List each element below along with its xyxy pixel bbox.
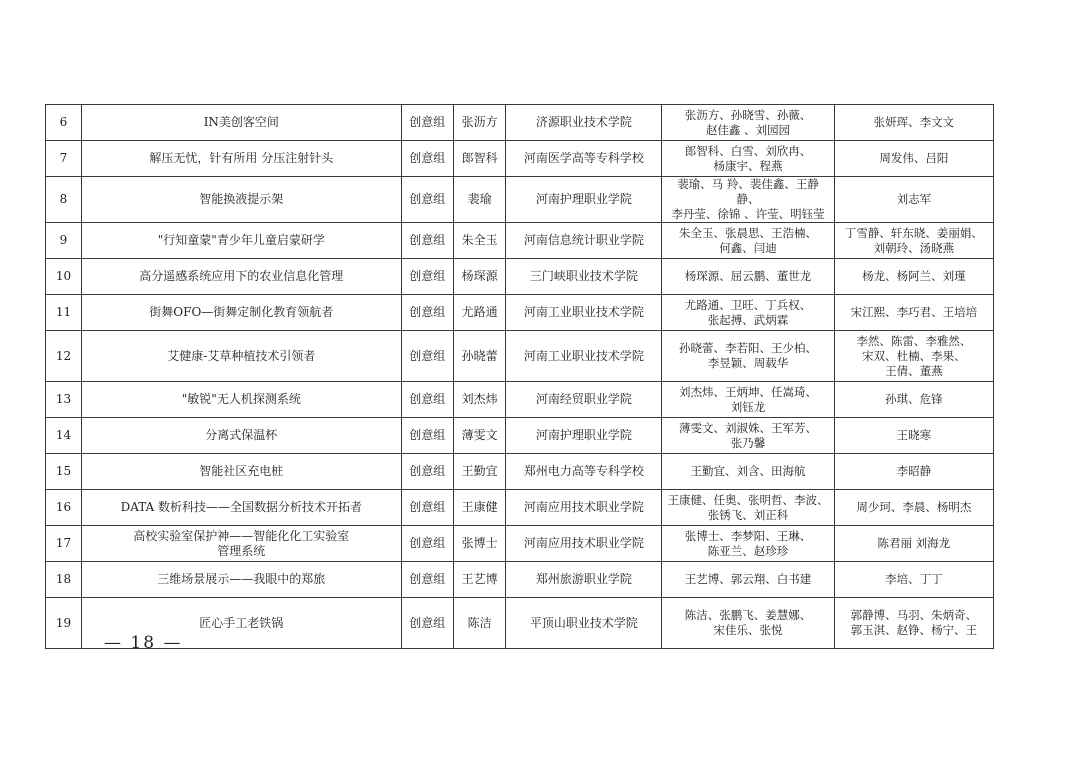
advisors-cell: 李昭静 bbox=[834, 454, 993, 490]
table-row bbox=[46, 295, 994, 331]
row-number-cell: 15 bbox=[46, 454, 82, 490]
row-number-cell: 17 bbox=[46, 526, 82, 562]
team-members-cell: 杨琛源、屈云鹏、董世龙 bbox=[662, 259, 834, 295]
team-members-cell: 尤路通、卫旺、丁兵权、 张起搏、武炳霖 bbox=[662, 295, 834, 331]
advisors-cell: 张妍珲、李文文 bbox=[834, 105, 993, 141]
table-row bbox=[46, 259, 994, 295]
project-name-cell: 智能社区充电桩 bbox=[82, 454, 402, 490]
group-type-cell: 创意组 bbox=[401, 177, 453, 223]
group-type-cell: 创意组 bbox=[401, 331, 453, 382]
row-number-cell: 11 bbox=[46, 295, 82, 331]
row-number-cell: 18 bbox=[46, 562, 82, 598]
team-leader-cell: 张博士 bbox=[453, 526, 505, 562]
team-members-cell: 王艺博、郭云翔、白书建 bbox=[662, 562, 834, 598]
school-name-cell: 郑州电力高等专科学校 bbox=[506, 454, 662, 490]
project-name-cell: "行知童蒙"青少年儿童启蒙研学 bbox=[82, 223, 402, 259]
project-name-cell: 街舞OFO—街舞定制化教育领航者 bbox=[82, 295, 402, 331]
row-number-cell: 12 bbox=[46, 331, 82, 382]
group-type-cell: 创意组 bbox=[401, 141, 453, 177]
team-members-cell: 陈洁、张鹏飞、姜慧娜、 宋佳乐、张悦 bbox=[662, 598, 834, 649]
school-name-cell: 河南应用技术职业学院 bbox=[506, 526, 662, 562]
advisors-cell: 陈君丽 刘海龙 bbox=[834, 526, 993, 562]
team-members-cell: 薄雯文、刘淑姝、王军芳、 张乃馨 bbox=[662, 418, 834, 454]
advisors-cell: 孙琪、危锋 bbox=[834, 382, 993, 418]
school-name-cell: 郑州旅游职业学院 bbox=[506, 562, 662, 598]
project-name-cell: IN美创客空间 bbox=[82, 105, 402, 141]
team-leader-cell: 王勤宜 bbox=[453, 454, 505, 490]
group-type-cell: 创意组 bbox=[401, 454, 453, 490]
school-name-cell: 河南经贸职业学院 bbox=[506, 382, 662, 418]
school-name-cell: 河南护理职业学院 bbox=[506, 177, 662, 223]
table-row bbox=[46, 418, 994, 454]
school-name-cell: 河南信息统计职业学院 bbox=[506, 223, 662, 259]
team-members-cell: 朱全玉、张晨思、王浩楠、 何鑫、闫迪 bbox=[662, 223, 834, 259]
group-type-cell: 创意组 bbox=[401, 526, 453, 562]
table-row bbox=[46, 454, 994, 490]
team-leader-cell: 张沥方 bbox=[453, 105, 505, 141]
team-members-cell: 孙晓蕾、李若阳、王少柏、 李昱颖、周载华 bbox=[662, 331, 834, 382]
group-type-cell: 创意组 bbox=[401, 295, 453, 331]
table-row bbox=[46, 490, 994, 526]
group-type-cell: 创意组 bbox=[401, 490, 453, 526]
row-number-cell: 16 bbox=[46, 490, 82, 526]
advisors-cell: 李然、陈雷、李雅然、 宋双、杜楠、李果、 王倩、董燕 bbox=[834, 331, 993, 382]
table-row bbox=[46, 105, 994, 141]
row-number-cell: 14 bbox=[46, 418, 82, 454]
team-members-cell: 张沥方、孙晓雪、孙薇、 赵佳鑫 、刘园园 bbox=[662, 105, 834, 141]
team-leader-cell: 朱全玉 bbox=[453, 223, 505, 259]
team-leader-cell: 刘杰炜 bbox=[453, 382, 505, 418]
group-type-cell: 创意组 bbox=[401, 105, 453, 141]
project-name-cell: 分离式保温杯 bbox=[82, 418, 402, 454]
team-leader-cell: 裴瑜 bbox=[453, 177, 505, 223]
project-name-cell: 智能换液提示架 bbox=[82, 177, 402, 223]
team-members-cell: 刘杰炜、王炳坤、任嵩琦、 刘钰龙 bbox=[662, 382, 834, 418]
table-row bbox=[46, 598, 994, 649]
school-name-cell: 河南工业职业技术学院 bbox=[506, 331, 662, 382]
row-number-cell: 6 bbox=[46, 105, 82, 141]
school-name-cell: 河南医学高等专科学校 bbox=[506, 141, 662, 177]
school-name-cell: 河南应用技术职业学院 bbox=[506, 490, 662, 526]
team-leader-cell: 王艺博 bbox=[453, 562, 505, 598]
group-type-cell: 创意组 bbox=[401, 259, 453, 295]
table-row bbox=[46, 526, 994, 562]
group-type-cell: 创意组 bbox=[401, 418, 453, 454]
advisors-cell: 王晓寒 bbox=[834, 418, 993, 454]
team-members-cell: 王康健、任奥、张明哲、李波、 张锈飞、刘正科 bbox=[662, 490, 834, 526]
advisors-cell: 宋江熙、李巧君、王培培 bbox=[834, 295, 993, 331]
group-type-cell: 创意组 bbox=[401, 562, 453, 598]
team-leader-cell: 孙晓蕾 bbox=[453, 331, 505, 382]
team-leader-cell: 杨琛源 bbox=[453, 259, 505, 295]
row-number-cell: 13 bbox=[46, 382, 82, 418]
row-number-cell: 7 bbox=[46, 141, 82, 177]
project-name-cell: 匠心手工老铁锅 bbox=[82, 598, 402, 649]
row-number-cell: 19 bbox=[46, 598, 82, 649]
table-body bbox=[46, 105, 994, 649]
row-number-cell: 8 bbox=[46, 177, 82, 223]
team-members-cell: 王勤宜、刘含、田海航 bbox=[662, 454, 834, 490]
project-name-cell: 三维场景展示——我眼中的郑旅 bbox=[82, 562, 402, 598]
team-leader-cell: 王康健 bbox=[453, 490, 505, 526]
school-name-cell: 平顶山职业技术学院 bbox=[506, 598, 662, 649]
table-row bbox=[46, 223, 994, 259]
advisors-cell: 刘志军 bbox=[834, 177, 993, 223]
team-members-cell: 郎智科、白雪、刘欣冉、 杨康宇、程燕 bbox=[662, 141, 834, 177]
group-type-cell: 创意组 bbox=[401, 223, 453, 259]
group-type-cell: 创意组 bbox=[401, 598, 453, 649]
row-number-cell: 9 bbox=[46, 223, 82, 259]
project-name-cell: 高分遥感系统应用下的农业信息化管理 bbox=[82, 259, 402, 295]
page-number: — 18 — bbox=[104, 633, 183, 653]
group-type-cell: 创意组 bbox=[401, 382, 453, 418]
advisors-cell: 杨龙、杨阿兰、刘瑾 bbox=[834, 259, 993, 295]
school-name-cell: 河南护理职业学院 bbox=[506, 418, 662, 454]
table-row bbox=[46, 331, 994, 382]
table-row bbox=[46, 177, 994, 223]
project-name-cell: DATA 数析科技——全国数据分析技术开拓者 bbox=[82, 490, 402, 526]
table-row bbox=[46, 382, 994, 418]
advisors-cell: 丁雪静、轩东晓、姜丽娟、 刘朝玲、汤晓燕 bbox=[834, 223, 993, 259]
project-name-cell: 解压无忧，针有所用 分压注射针头 bbox=[82, 141, 402, 177]
team-members-cell: 张博士、李梦阳、王琳、 陈亚兰、赵珍珍 bbox=[662, 526, 834, 562]
advisors-cell: 周发伟、吕阳 bbox=[834, 141, 993, 177]
school-name-cell: 济源职业技术学院 bbox=[506, 105, 662, 141]
project-name-cell: 艾健康-艾草种植技术引领者 bbox=[82, 331, 402, 382]
team-leader-cell: 尤路通 bbox=[453, 295, 505, 331]
team-leader-cell: 陈洁 bbox=[453, 598, 505, 649]
table-row bbox=[46, 562, 994, 598]
team-members-cell: 裴瑜、马 羚、裴佳鑫、王静静、 李丹莹、徐锦 、许莹、明钰莹 bbox=[662, 177, 834, 223]
award-table bbox=[45, 104, 994, 649]
project-name-cell: 高校实验室保护神——智能化化工实验室 管理系统 bbox=[82, 526, 402, 562]
school-name-cell: 三门峡职业技术学院 bbox=[506, 259, 662, 295]
advisors-cell: 郭静博、马羽、朱炳奇、 郭玉淇、赵铮、杨宁、王 bbox=[834, 598, 993, 649]
project-name-cell: "敏锐"无人机探测系统 bbox=[82, 382, 402, 418]
advisors-cell: 李培、丁丁 bbox=[834, 562, 993, 598]
team-leader-cell: 薄雯文 bbox=[453, 418, 505, 454]
team-leader-cell: 郎智科 bbox=[453, 141, 505, 177]
table-row bbox=[46, 141, 994, 177]
school-name-cell: 河南工业职业技术学院 bbox=[506, 295, 662, 331]
advisors-cell: 周少珂、李晨、杨明杰 bbox=[834, 490, 993, 526]
row-number-cell: 10 bbox=[46, 259, 82, 295]
